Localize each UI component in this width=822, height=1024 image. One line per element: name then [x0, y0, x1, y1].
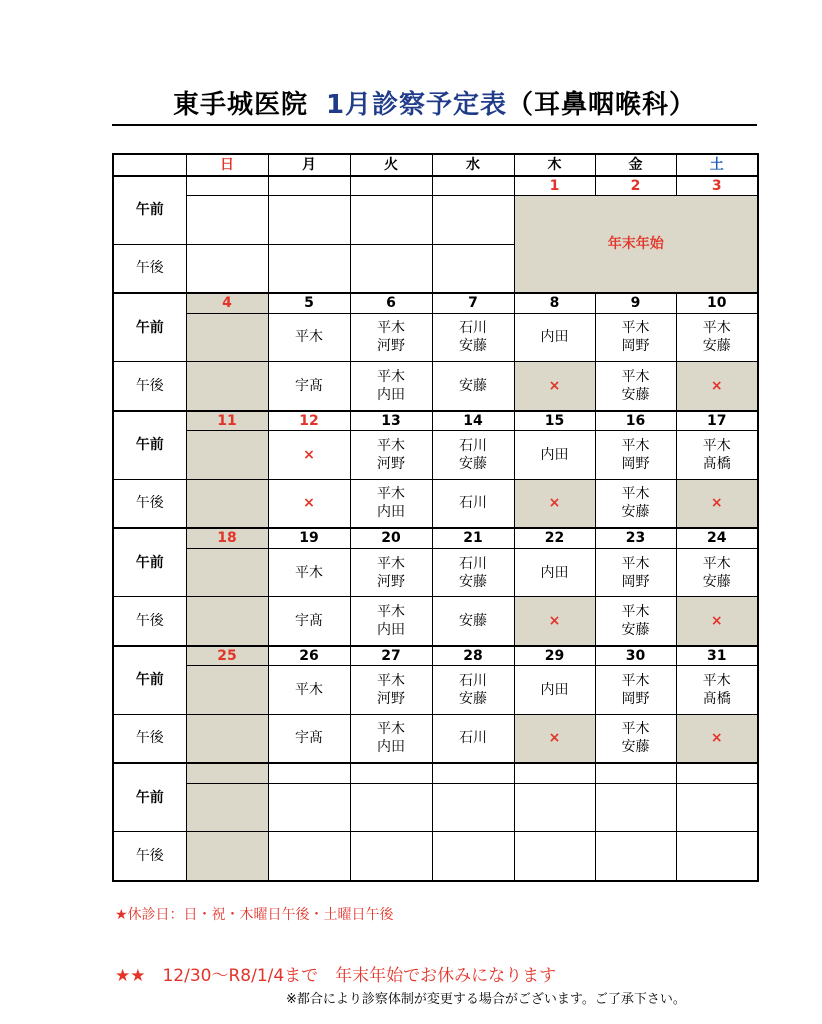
- am-slot: 平木: [268, 313, 350, 361]
- date-cell: 24: [676, 528, 758, 548]
- date-cell: 25: [186, 646, 268, 666]
- date-cell: [432, 176, 514, 196]
- doctor-names: 平木 河野: [377, 673, 405, 708]
- weekday-header: 土: [676, 154, 758, 176]
- date-cell: [676, 763, 758, 783]
- am-slot: [595, 548, 676, 596]
- pm-slot: ×: [514, 362, 595, 411]
- doctor-names: 石川 安藤: [459, 673, 487, 708]
- pm-slot: [350, 832, 432, 881]
- date-cell: 4: [186, 293, 268, 313]
- pm-row: [113, 714, 758, 763]
- am-slot: [350, 196, 432, 244]
- date-cell: 3: [676, 176, 758, 196]
- am-slot: [186, 783, 268, 831]
- am-row: [113, 548, 758, 596]
- pm-label: 午後: [113, 479, 186, 528]
- schedule-month: 1月診察予定表: [325, 90, 508, 120]
- date-cell: 26: [268, 646, 350, 666]
- pm-slot: [186, 597, 268, 646]
- am-row: [113, 666, 758, 714]
- pm-row: [113, 479, 758, 528]
- date-row: [113, 293, 758, 313]
- pm-slot: [595, 714, 676, 763]
- date-row: [113, 176, 758, 196]
- date-cell: [268, 176, 350, 196]
- new-year-closed-cell: 年末年始: [514, 196, 758, 293]
- date-cell: 18: [186, 528, 268, 548]
- am-slot: [350, 431, 432, 479]
- date-cell: 23: [595, 528, 676, 548]
- doctor-names: 石川 安藤: [459, 437, 487, 472]
- pm-slot: [432, 832, 514, 881]
- doctor-names: 平木 岡野: [621, 555, 650, 590]
- am-label: 午前: [113, 293, 186, 362]
- pm-row: [113, 597, 758, 646]
- am-label: 午前: [113, 528, 186, 597]
- date-cell: [268, 763, 350, 783]
- pm-slot: [350, 244, 432, 293]
- pm-slot: ×: [676, 362, 758, 411]
- doctor-names: 平木 安藤: [621, 721, 650, 756]
- date-cell: 7: [432, 293, 514, 313]
- pm-slot: 安藤: [432, 597, 514, 646]
- doctor-names: 平木 安藤: [702, 320, 731, 355]
- am-slot: 平木: [268, 548, 350, 596]
- pm-slot: [595, 832, 676, 881]
- doctor-names: 平木 安藤: [702, 555, 731, 590]
- date-cell: 8: [514, 293, 595, 313]
- pm-slot: 石川: [432, 714, 514, 763]
- date-cell: 28: [432, 646, 514, 666]
- date-cell: [350, 763, 432, 783]
- date-cell: 19: [268, 528, 350, 548]
- am-slot: [268, 196, 350, 244]
- date-cell: [595, 763, 676, 783]
- doctor-names: 平木 内田: [377, 486, 405, 521]
- weekday-header: 金: [595, 154, 676, 176]
- pm-slot: [186, 244, 268, 293]
- am-label: 午前: [113, 763, 186, 832]
- date-cell: 22: [514, 528, 595, 548]
- pm-slot: 安藤: [432, 362, 514, 411]
- am-slot: [676, 783, 758, 831]
- holiday-note: ★休診日：日・祝・木曜日午後・土曜日午後: [115, 907, 394, 923]
- date-row: [113, 528, 758, 548]
- pm-label: 午後: [113, 832, 186, 881]
- date-row: [113, 763, 758, 783]
- pm-slot: ×: [514, 479, 595, 528]
- date-cell: 13: [350, 411, 432, 431]
- am-slot: [186, 666, 268, 714]
- department: （耳鼻咽喉科）: [507, 90, 697, 120]
- am-slot: 平木: [268, 666, 350, 714]
- date-cell: 1: [514, 176, 595, 196]
- new-year-note: ★★ 12/30～R8/1/4まで 年末年始でお休みになります: [115, 966, 557, 986]
- am-slot: [350, 783, 432, 831]
- am-slot: [432, 666, 514, 714]
- date-row: [113, 646, 758, 666]
- am-slot: 内田: [514, 431, 595, 479]
- schedule-table: [112, 153, 759, 882]
- am-label: 午前: [113, 176, 186, 245]
- am-slot: [432, 783, 514, 831]
- doctor-names: 平木 安藤: [621, 368, 650, 403]
- pm-slot: [595, 362, 676, 411]
- am-slot: 内田: [514, 666, 595, 714]
- doctor-names: 平木 内田: [377, 603, 405, 638]
- pm-row: [113, 362, 758, 411]
- am-slot: [186, 313, 268, 361]
- date-row: [113, 411, 758, 431]
- pm-slot: 宇髙: [268, 597, 350, 646]
- pm-slot: [186, 362, 268, 411]
- am-slot: [268, 783, 350, 831]
- doctor-names: 石川 安藤: [459, 555, 487, 590]
- doctor-names: 石川 安藤: [459, 320, 487, 355]
- doctor-names: 平木 河野: [377, 320, 405, 355]
- doctor-names: 平木 岡野: [621, 437, 650, 472]
- am-slot: [432, 548, 514, 596]
- header-corner: [113, 154, 186, 176]
- am-slot: [676, 431, 758, 479]
- pm-slot: [676, 832, 758, 881]
- am-slot: [432, 431, 514, 479]
- am-slot: [186, 196, 268, 244]
- change-notice: ※都合により診察体制が変更する場合がございます。ご了承下さい。: [286, 992, 686, 1007]
- doctor-names: 平木 髙橋: [702, 437, 731, 472]
- date-cell: 6: [350, 293, 432, 313]
- am-label: 午前: [113, 411, 186, 480]
- am-row: [113, 313, 758, 361]
- am-slot: [676, 313, 758, 361]
- date-cell: 21: [432, 528, 514, 548]
- date-cell: [350, 176, 432, 196]
- weekday-header: 水: [432, 154, 514, 176]
- doctor-names: 平木 安藤: [621, 603, 650, 638]
- am-label: 午前: [113, 646, 186, 715]
- pm-slot: [186, 714, 268, 763]
- date-cell: 15: [514, 411, 595, 431]
- pm-slot: ×: [676, 597, 758, 646]
- date-cell: 29: [514, 646, 595, 666]
- am-slot: [432, 313, 514, 361]
- am-row: [113, 431, 758, 479]
- am-slot: [676, 548, 758, 596]
- pm-slot: [186, 832, 268, 881]
- doctor-names: 平木 岡野: [621, 673, 650, 708]
- weekday-header: 火: [350, 154, 432, 176]
- pm-slot: [595, 597, 676, 646]
- date-cell: 30: [595, 646, 676, 666]
- date-cell: [186, 176, 268, 196]
- am-slot: [350, 548, 432, 596]
- pm-slot: ×: [676, 479, 758, 528]
- pm-label: 午後: [113, 362, 186, 411]
- am-slot: 内田: [514, 313, 595, 361]
- am-slot: [595, 666, 676, 714]
- date-cell: 17: [676, 411, 758, 431]
- pm-slot: 宇髙: [268, 714, 350, 763]
- clinic-name: 東手城医院: [172, 90, 308, 120]
- weekday-header-row: [113, 154, 758, 176]
- pm-slot: ×: [514, 714, 595, 763]
- date-cell: [514, 763, 595, 783]
- am-slot: ×: [268, 431, 350, 479]
- pm-slot: [350, 479, 432, 528]
- weekday-header: 日: [186, 154, 268, 176]
- am-row: [113, 783, 758, 831]
- pm-slot: [186, 479, 268, 528]
- am-slot: [186, 431, 268, 479]
- am-slot: [186, 548, 268, 596]
- pm-slot: [514, 832, 595, 881]
- date-cell: 5: [268, 293, 350, 313]
- doctor-names: 平木 河野: [377, 555, 405, 590]
- am-slot: [595, 783, 676, 831]
- am-slot: [514, 783, 595, 831]
- date-cell: 16: [595, 411, 676, 431]
- doctor-names: 平木 河野: [377, 437, 405, 472]
- am-slot: 内田: [514, 548, 595, 596]
- pm-slot: [432, 244, 514, 293]
- date-cell: 2: [595, 176, 676, 196]
- am-slot: [676, 666, 758, 714]
- date-cell: 12: [268, 411, 350, 431]
- pm-label: 午後: [113, 597, 186, 646]
- date-cell: 10: [676, 293, 758, 313]
- doctor-names: 平木 内田: [377, 368, 405, 403]
- pm-slot: [350, 362, 432, 411]
- am-slot: [350, 313, 432, 361]
- am-slot: [350, 666, 432, 714]
- pm-slot: [268, 244, 350, 293]
- doctor-names: 平木 岡野: [621, 320, 650, 355]
- date-cell: [432, 763, 514, 783]
- date-cell: 11: [186, 411, 268, 431]
- date-cell: 27: [350, 646, 432, 666]
- pm-slot: 宇髙: [268, 362, 350, 411]
- am-slot: [595, 313, 676, 361]
- date-cell: [186, 763, 268, 783]
- doctor-names: 平木 安藤: [621, 486, 650, 521]
- weekday-header: 月: [268, 154, 350, 176]
- am-slot: [595, 431, 676, 479]
- date-cell: 14: [432, 411, 514, 431]
- date-cell: 20: [350, 528, 432, 548]
- date-cell: 9: [595, 293, 676, 313]
- pm-slot: ×: [514, 597, 595, 646]
- weekday-header: 木: [514, 154, 595, 176]
- pm-slot: ×: [676, 714, 758, 763]
- doctor-names: 平木 髙橋: [702, 673, 731, 708]
- date-cell: 31: [676, 646, 758, 666]
- pm-row: [113, 832, 758, 881]
- pm-label: 午後: [113, 714, 186, 763]
- doctor-names: 平木 内田: [377, 721, 405, 756]
- pm-label: 午後: [113, 244, 186, 293]
- pm-slot: ×: [268, 479, 350, 528]
- pm-slot: [350, 714, 432, 763]
- am-slot: [432, 196, 514, 244]
- pm-slot: [595, 479, 676, 528]
- am-row: [113, 196, 758, 244]
- pm-slot: [350, 597, 432, 646]
- pm-slot: 石川: [432, 479, 514, 528]
- pm-slot: [268, 832, 350, 881]
- page-title: [112, 86, 757, 126]
